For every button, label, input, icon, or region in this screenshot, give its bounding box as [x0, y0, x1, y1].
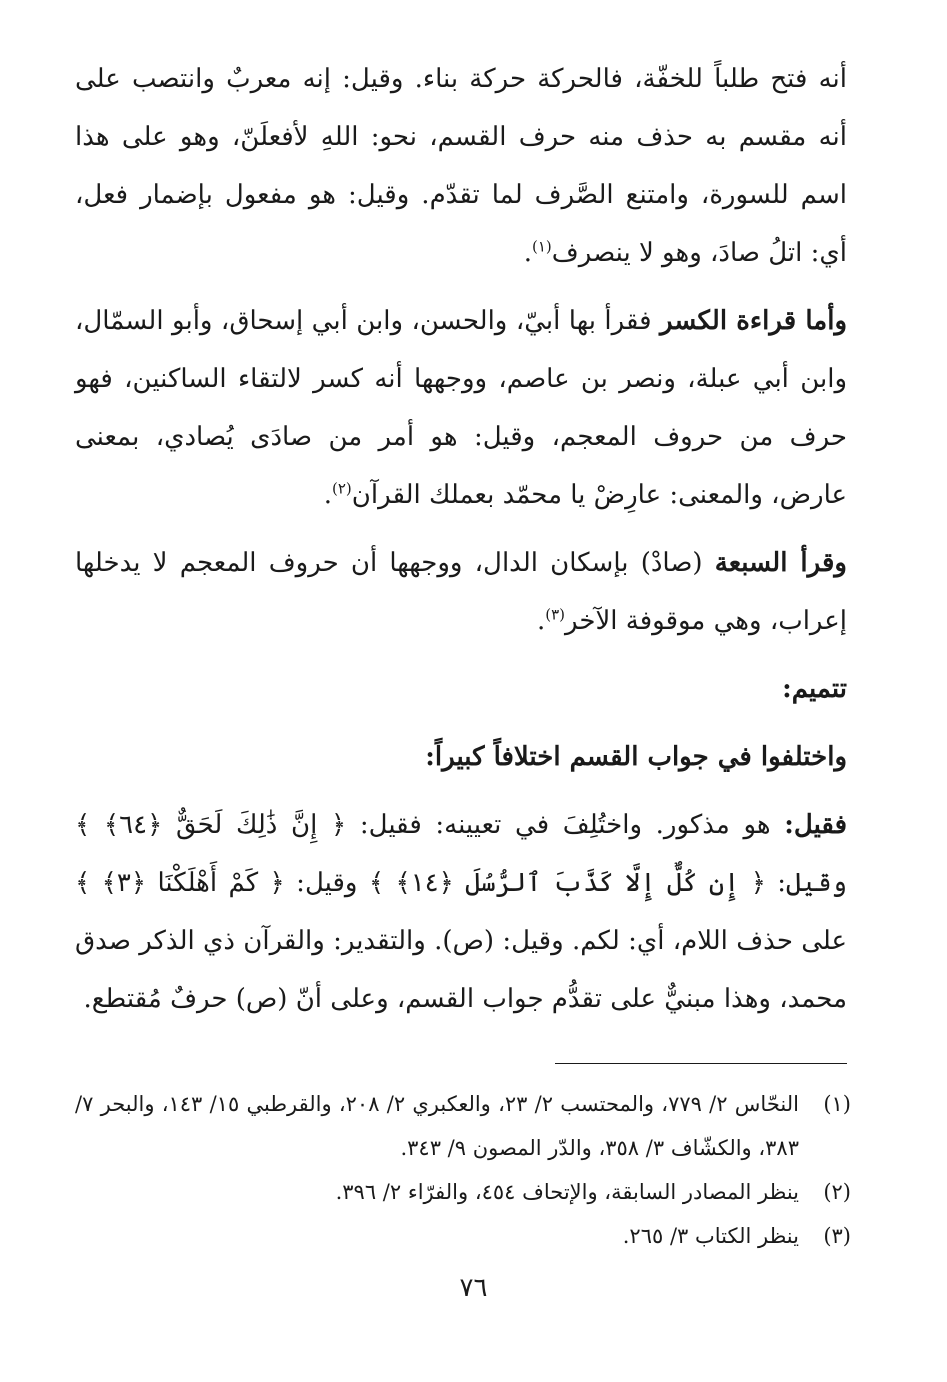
paragraph-3-lead: وقرأ السبعة — [714, 548, 847, 578]
footnote-text: النحّاس ٢/ ٧٧٩، والمحتسب ٢/ ٢٣، والعكبري ٢/ ٢٠٨، والقرطبي ١٥/ ١٤٣، والبحر ٧/ ٣٨٣، والكشّاف ٣/ ٣٥٨، والدّر المصون ٩/ ٣٤٣. — [75, 1092, 799, 1160]
footnote-ref-1[interactable]: (١) — [531, 237, 552, 256]
paragraph-5-lead: فقيل: — [784, 810, 848, 840]
paragraph-1: أنه فتح طلباً للخفّة، فالحركة حركة بناء. وقيل: إنه معربٌ وانتصب على أنه مقسم به حذف منه حرف القسم، نحو: اللهِ لأفعلَنّ، وهو على هذا اسم للسورة، وامتنع الصَّرف لما تقدّم. وقيل: هو مفعول بإضمار فعل، أي: اتلُ صادَ، وهو لا ينصرف$^{(١)}$. — [75, 64, 847, 268]
paragraph-1-text: أنه فتح طلباً للخفّة، فالحركة حركة بناء. وقيل: إنه معربٌ وانتصب على أنه مقسم به حذف منه حرف القسم، نحو: اللهِ لأفعلَنّ، وهو على هذا اسم للسورة، وامتنع الصَّرف لما تقدّم. وقيل: هو مفعول بإضمار فعل، أي: اتلُ صادَ، وهو لا ينصرف — [75, 64, 847, 268]
paragraph-3: وقرأ السبعة (صادْ) بإسكان الدال، ووجهها أن حروف المعجم لا يدخلها إعراب، وهي موقوفة الآخر$^{(٣)}$. — [75, 548, 847, 636]
footnote-number: (٢) — [823, 1180, 851, 1204]
footnote-ref-2[interactable]: (٢) — [332, 479, 352, 498]
paragraph-2: وأما قراءة الكسر فقرأ بها أبيّ، والحسن، وابن أبي إسحاق، وأبو السمّال، وابن أبي عبلة، ونصر بن عاصم، ووجهها أنه كسر لالتقاء الساكنين، فهو حرف من حروف المعجم، وقيل: هو أمر من صادَى يُصادي، بمعنى عارض، والمعنى: عارِضْ يا محمّد بعملك القرآن$^{(٢)}$. — [75, 306, 847, 510]
footnote-2 — [75, 1170, 851, 1214]
footnote-ref-3[interactable]: (٣) — [545, 605, 566, 624]
paragraph-2-text: فقرأ بها أبيّ، والحسن، وابن أبي إسحاق، وأبو السمّال، وابن أبي عبلة، ونصر بن عاصم، ووجهها أنه كسر لالتقاء الساكنين، فهو حرف من حروف المعجم، وقيل: هو أمر من صادَى يُصادي، بمعنى عارض، والمعنى: عارِضْ يا محمّد بعملك القرآن — [75, 306, 847, 510]
footnote-divider — [555, 1063, 847, 1064]
footnote-3 — [75, 1214, 851, 1258]
paragraph-2-lead: وأما قراءة الكسر — [660, 306, 847, 336]
footnotes — [75, 1082, 851, 1258]
footnote-text: ينظر المصادر السابقة، والإتحاف ٤٥٤، والفرّاء ٢/ ٣٩٦. — [335, 1180, 799, 1204]
paragraph-3-text: (صادْ) بإسكان الدال، ووجهها أن حروف المعجم لا يدخلها إعراب، وهي موقوفة الآخر — [75, 548, 847, 636]
section-heading: تتميم: — [782, 674, 847, 704]
footnote-1 — [75, 1082, 851, 1170]
main-text — [75, 50, 847, 1038]
footnote-number: (١) — [823, 1092, 851, 1116]
paragraph-5 — [75, 796, 847, 1028]
paragraph-5-text: هو مذكور. واختُلِفَ في تعيينه: فقيل: ﴿ إِنَّ ذَٰلِكَ لَحَقٌّ ﴿٦٤﴾ ﴾ وقيل: ﴿ إِن كُلٌّ إِلَّا كَذَّبَ ٱلرُّسُلَ ﴿١٤﴾ ﴾ وقيل: ﴿ كَمْ أَهْلَكْنَا ﴿٣﴾ ﴾ على حذف اللام، أي: لكم. وقيل: (ص). والتقدير: والقرآن ذي الذكر صدق محمد، وهذا مبنيٌّ على تقدُّم جواب القسم، وعلى أنّ (ص) حرفٌ مُقتطع. — [75, 810, 848, 1014]
page-number: ٧٦ — [459, 1273, 488, 1303]
footnote-number: (٣) — [823, 1224, 851, 1248]
paragraph-4: واختلفوا في جواب القسم اختلافاً كبيراً: — [425, 742, 847, 772]
footnote-text: ينظر الكتاب ٣/ ٢٦٥. — [622, 1224, 799, 1248]
